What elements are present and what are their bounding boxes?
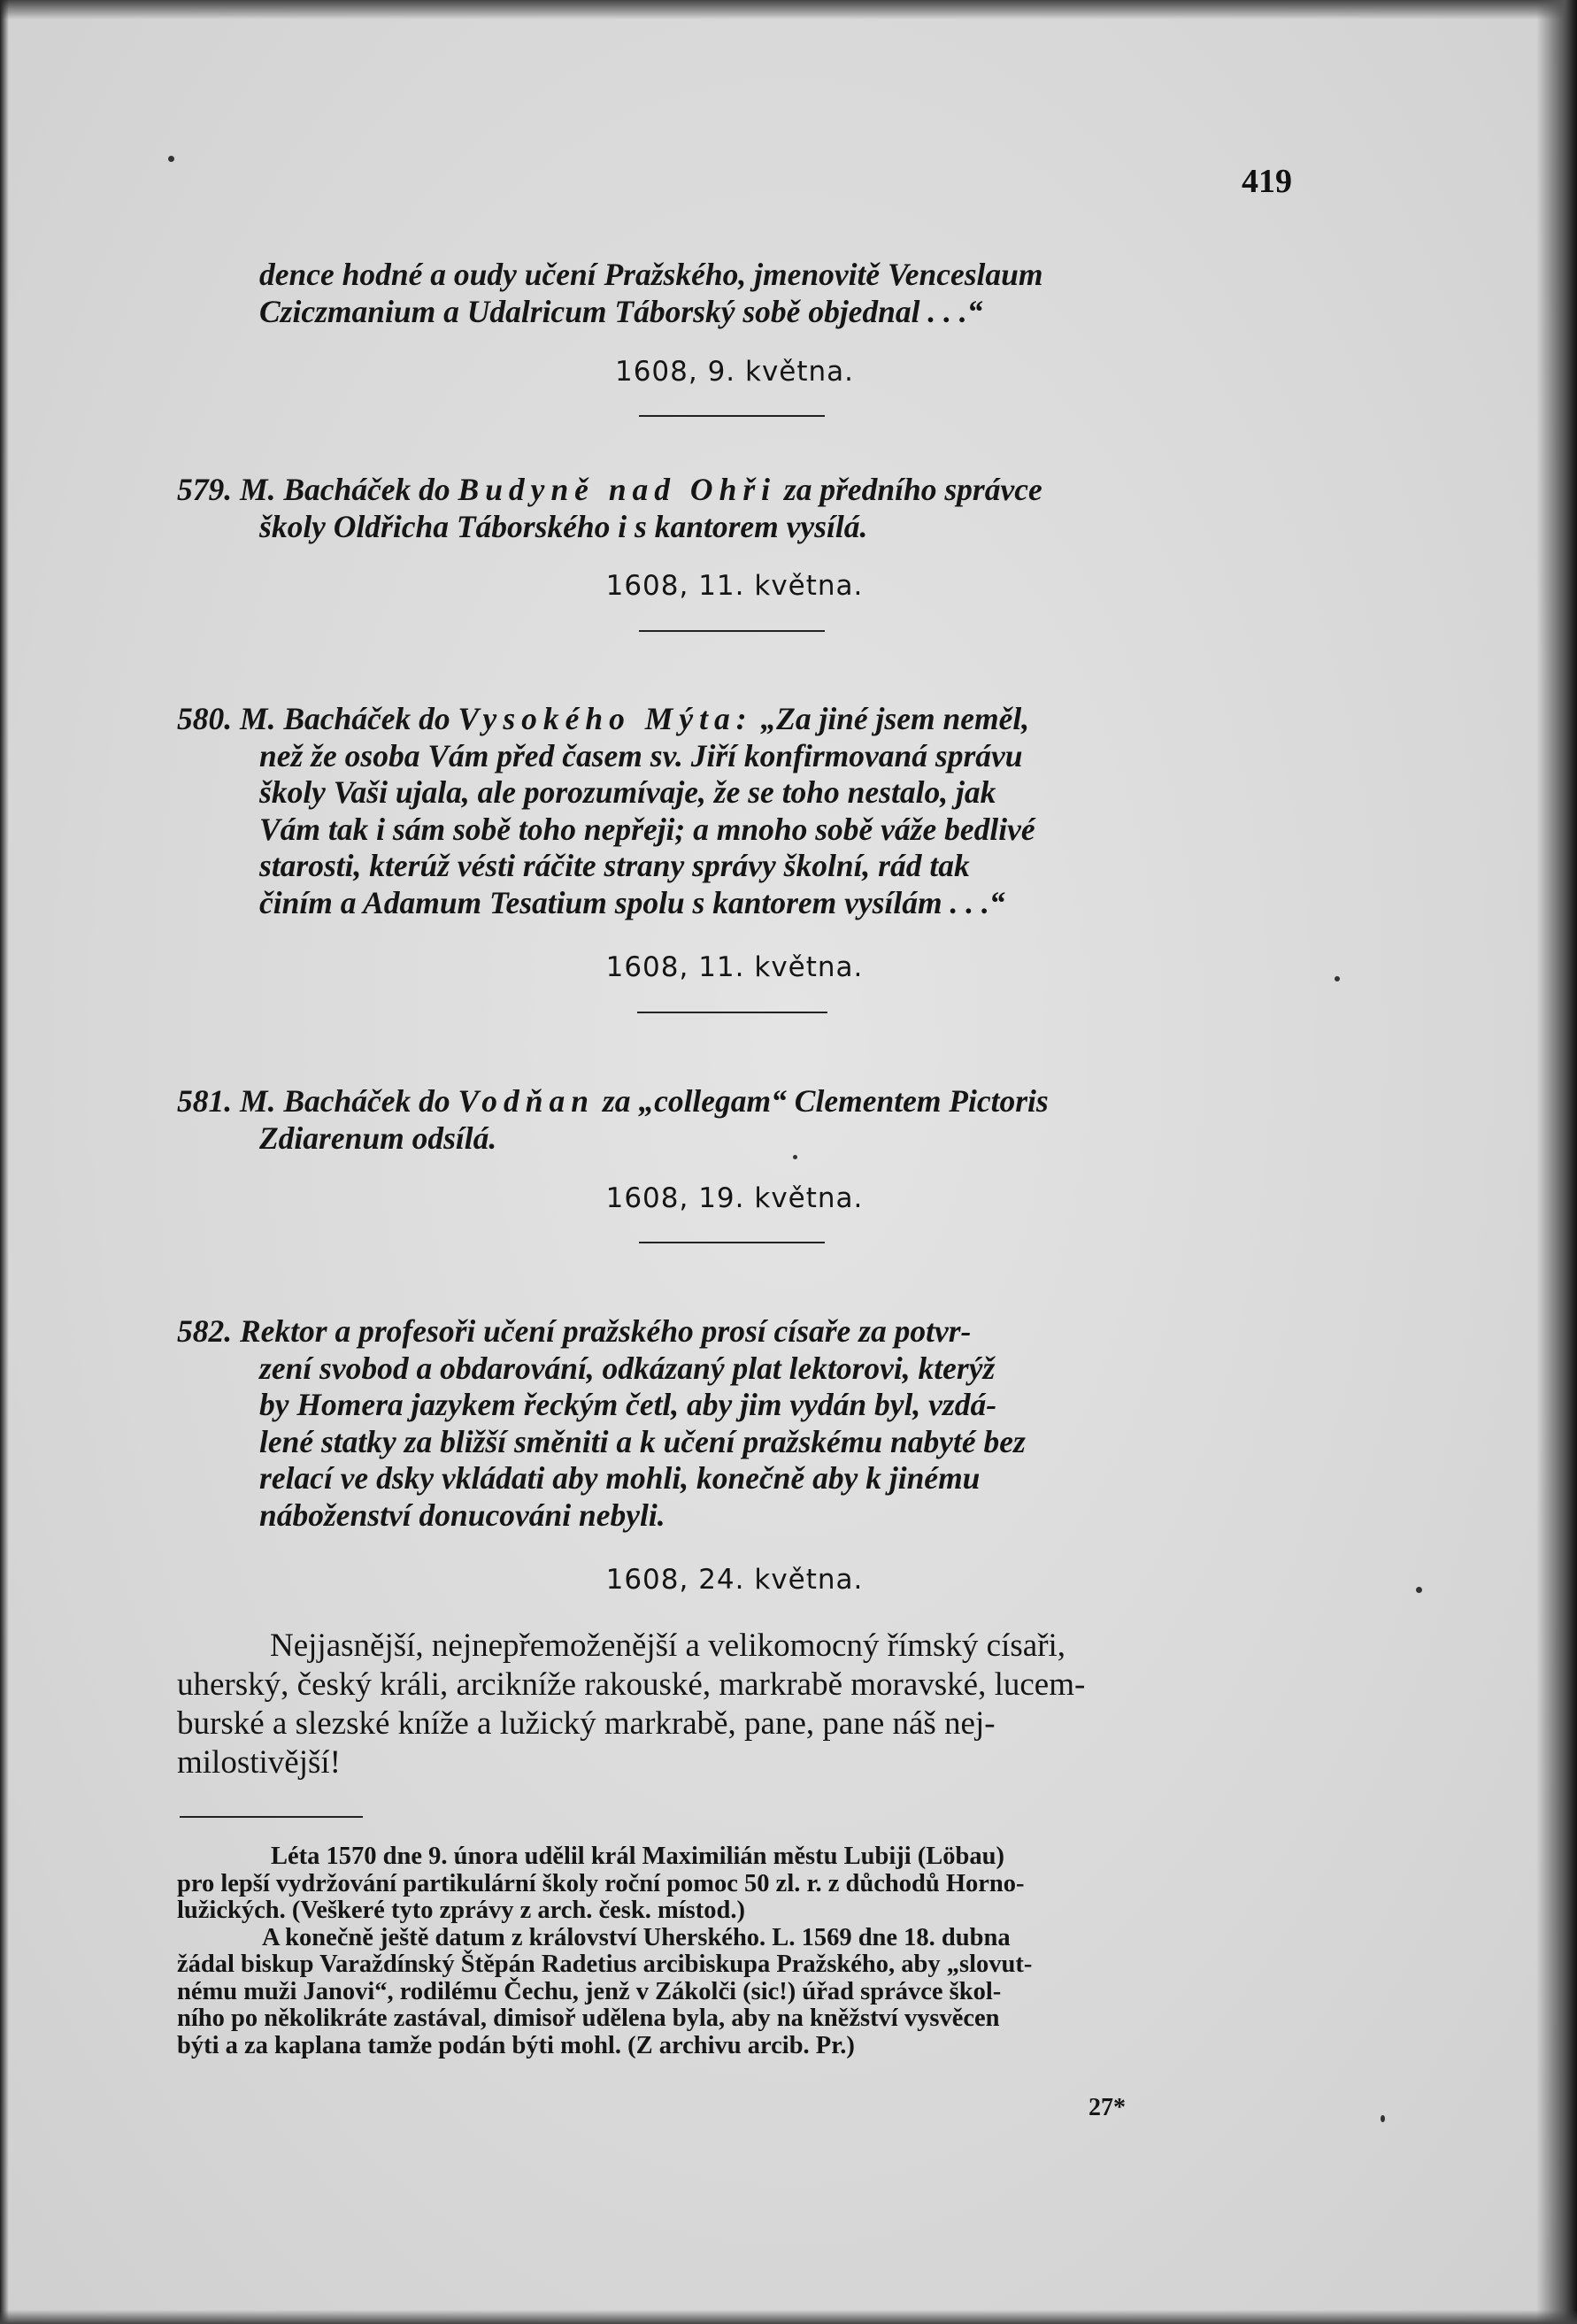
letter-salutation	[177, 1627, 1288, 1782]
entry-date: 1608, 11. května.	[605, 951, 864, 983]
text-line: Vám tak i sám sobě toho nepřeji; a mnoho sobě váže bedlivé	[259, 811, 1035, 847]
text-line: býti a za kaplana tamže podán býti mohl. (Z archivu arcib. Pr.)	[177, 2031, 855, 2059]
place-name: Vodňan	[458, 1083, 595, 1119]
text-line: Nejjasnější, nejnepřemoženější a velikomocný římský císaři,	[270, 1628, 1066, 1664]
text-line: zení svobod a obdarování, odkázaný plat lektorovi, kterýž	[259, 1350, 996, 1386]
text-line: by Homera jazykem řeckým četl, aby jim vydán byl, vzdá-	[259, 1387, 997, 1422]
entry-number: 581.	[177, 1083, 233, 1119]
entry-text: za předního správce	[776, 472, 1042, 507]
page-number: 419	[1242, 163, 1292, 200]
entry-581	[177, 1083, 1288, 1157]
entry-582	[177, 1313, 1288, 1534]
text-line: Léta 1570 dne 9. února udělil král Maximilián městu Lubiji (Löbau)	[271, 1843, 1004, 1870]
entry-number: 579.	[177, 472, 233, 507]
entry-date: 1608, 19. května.	[605, 1182, 864, 1214]
entry-text: za „collegam“ Clementem Pictoris	[595, 1083, 1049, 1119]
entry-first-line	[177, 472, 1288, 509]
text-line: burské a slezské kníže a lužický markrabě, pane, pane náš nej-	[177, 1705, 996, 1742]
entry-first-line	[177, 1313, 1288, 1351]
scan-edge-top	[0, 0, 1577, 19]
text-line: pro lepší vydržování partikulární školy roční pomoc 50 zl. r. z důchodů Horno-	[177, 1869, 1025, 1897]
text-line: nému muži Janovi“, rodilému Čechu, jenž v Zákolči (sic!) úřad správce škol-	[177, 1977, 1002, 2005]
text-line: uherský, český králi, arcikníže rakouské, markrabě moravské, lucem-	[177, 1666, 1086, 1703]
entry-first-line	[177, 701, 1288, 738]
text-line: náboženství donucováni nebyli.	[259, 1497, 665, 1533]
scan-speck	[168, 156, 174, 162]
scan-edge-left	[0, 0, 9, 2324]
place-name: Vysokého Mýta:	[458, 701, 753, 736]
entry-text: M. Bacháček do	[240, 1083, 458, 1119]
entry-580	[177, 701, 1288, 921]
text-line: žádal biskup Varaždínský Štěpán Radetius arcibiskupa Pražského, aby „slovut-	[177, 1951, 1033, 1978]
text-line: dence hodné a oudy učení Pražského, jmenovitě Venceslaum	[259, 257, 1043, 292]
entry-date: 1608, 24. května.	[605, 1564, 864, 1596]
text-line: činím a Adamum Tesatium spolu s kantorem vysílám . . .“	[259, 884, 1005, 920]
text-line: než že osoba Vám před časem sv. Jiří konfirmovaná správu	[259, 737, 1023, 773]
footnote	[177, 1843, 1288, 2059]
text-line: starosti, kterúž vésti ráčite strany správy školní, rád tak	[259, 848, 970, 883]
scan-edge-right	[1536, 0, 1577, 2324]
text-line: Cziczmanium a Udalricum Táborský sobě objednal . . .“	[259, 293, 983, 329]
place-name: Budyně nad Ohři	[458, 472, 776, 507]
text-line: Zdiarenum odsílá.	[259, 1120, 497, 1156]
text-line: školy Oldřicha Táborského i s kantorem vysílá.	[259, 508, 868, 544]
printer-signature: 27*	[1089, 2094, 1126, 2121]
text-line: relací ve dsky vkládati aby mohli, konečně aby k jinému	[259, 1460, 981, 1496]
entry-text: „Za jiné jsem neměl,	[752, 701, 1030, 736]
text-line: A konečně ještě datum z království Uherského. L. 1569 dne 18. dubna	[262, 1923, 1011, 1951]
text-line: ního po několikráte zastával, dimisoř udělena byla, aby na kněžství vysvěcen	[177, 2005, 1000, 2032]
intro-paragraph	[259, 257, 1288, 330]
scan-speck	[793, 1155, 797, 1159]
entry-text: M. Bacháček do	[240, 472, 458, 507]
entry-date: 1608, 11. května.	[605, 570, 864, 602]
section-rule	[639, 1242, 825, 1243]
entry-579	[177, 472, 1288, 545]
entry-number: 582.	[177, 1313, 233, 1349]
scan-speck	[1416, 1587, 1422, 1593]
entry-date: 1608, 9. května.	[614, 356, 855, 388]
entry-number: 580.	[177, 701, 233, 736]
section-rule	[639, 415, 825, 417]
section-rule	[639, 630, 825, 632]
section-rule	[637, 1012, 827, 1013]
entry-text: M. Bacháček do	[240, 701, 458, 736]
text-line: milostivější!	[177, 1744, 341, 1781]
entry-text: Rektor a profesoři učení pražského prosí císaře za potvr-	[240, 1313, 972, 1349]
entry-first-line	[177, 1083, 1288, 1120]
text-line: lené statky za bližší směniti a k učení pražskému nabyté bez	[259, 1423, 1026, 1459]
text-line: lužických. (Veškeré tyto zprávy z arch. česk. místod.)	[177, 1897, 745, 1924]
scan-edge-bottom	[0, 2310, 1577, 2324]
scan-speck	[1381, 2115, 1385, 2122]
scan-speck	[1335, 976, 1340, 981]
text-line: školy Vaši ujala, ale porozumívaje, že se toho nestalo, jak	[259, 774, 996, 810]
footnote-rule	[180, 1816, 363, 1818]
